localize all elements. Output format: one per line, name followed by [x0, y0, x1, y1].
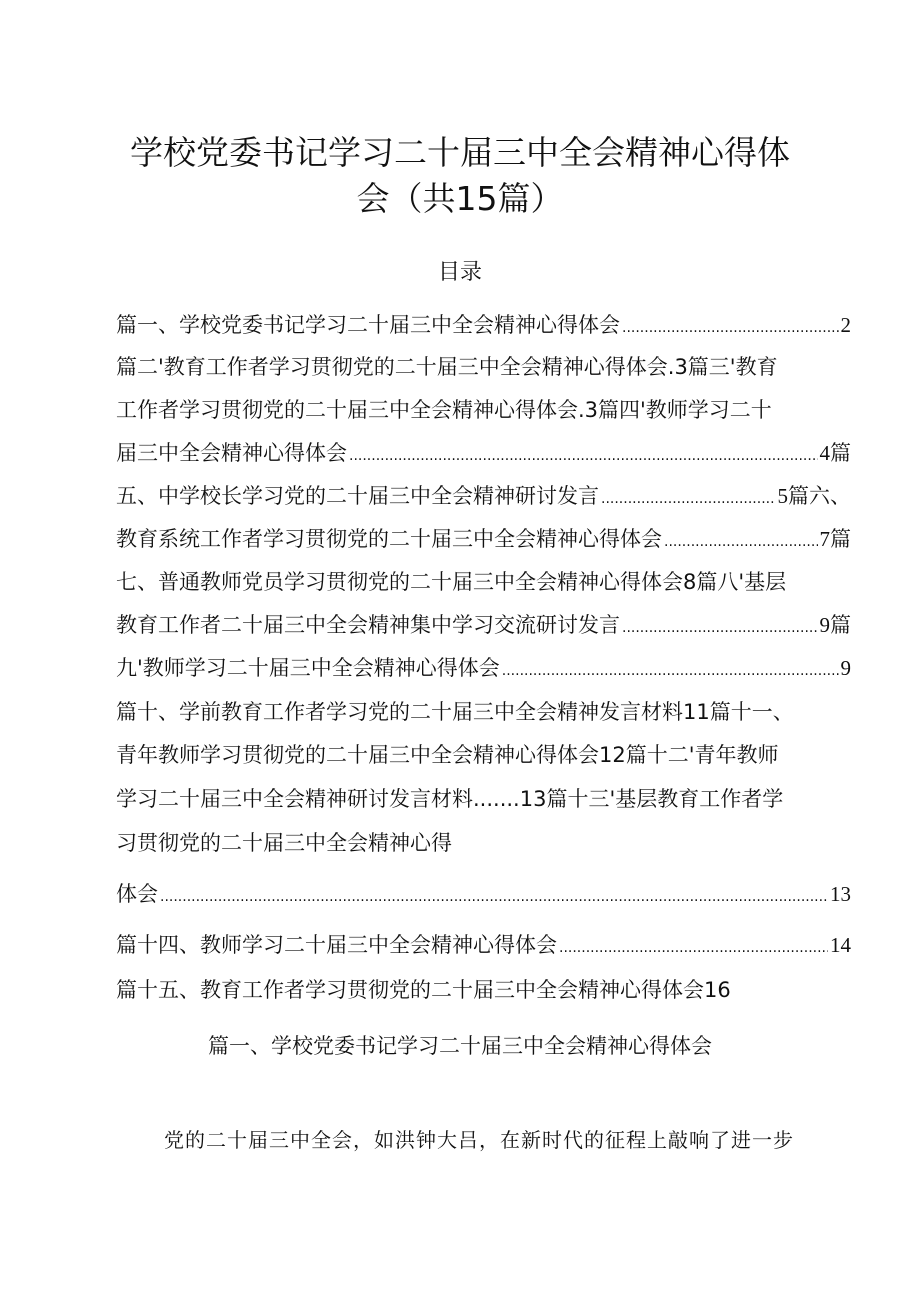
toc-line[interactable]: 习贯彻党的二十届三中全会精神心得 — [116, 831, 452, 855]
toc-leader-dots — [622, 613, 818, 643]
document-title-line-1: 学校党委书记学习二十届三中全会精神心得体 — [130, 133, 790, 172]
toc-entry-text: 教育工作者二十届三中全会精神集中学习交流研讨发言 — [116, 613, 620, 637]
document-title-line-2: 会（共15篇） — [356, 179, 564, 218]
toc-leader-dots — [502, 656, 839, 686]
body-paragraph-line: 党的二十届三中全会，如洪钟大吕，在新时代的征程上敲响了进一步 — [164, 1128, 794, 1152]
toc-line[interactable] — [116, 879, 851, 912]
toc-entry-text: 篇十四、教师学习二十届三中全会精神心得体会 — [116, 933, 557, 957]
toc-leader-dots — [601, 484, 776, 514]
toc-line[interactable] — [116, 930, 851, 963]
toc-leader-dots — [160, 882, 828, 912]
toc-line[interactable]: 篇十五、教育工作者学习贯彻党的二十届三中全会精神心得体会16 — [116, 978, 731, 1002]
toc-entry-text: 篇一、学校党委书记学习二十届三中全会精神心得体会 — [116, 313, 620, 337]
toc-leader-dots — [559, 933, 828, 963]
toc-leader-dots — [349, 441, 818, 471]
toc-leader-dots — [622, 313, 839, 343]
toc-entry-text: 九'教师学习二十届三中全会精神心得体会 — [116, 656, 500, 680]
toc-entry-text: 届三中全会精神心得体会 — [116, 441, 347, 465]
toc-entry-text: 教育系统工作者学习贯彻党的二十届三中全会精神心得体会 — [116, 527, 662, 551]
toc-page-number: 9篇 — [819, 613, 851, 637]
toc-line[interactable] — [116, 524, 851, 557]
toc-heading: 目录 — [437, 260, 482, 285]
toc-line[interactable]: 七、普通教师党员学习贯彻党的二十届三中全会精神心得体会8篇八'基层 — [116, 570, 787, 594]
toc-line[interactable]: 学习二十届三中全会精神研讨发言材料.......13篇十三'基层教育工作者学 — [116, 787, 784, 811]
toc-line[interactable]: 青年教师学习贯彻党的二十届三中全会精神心得体会12篇十二'青年教师 — [116, 743, 779, 767]
toc-line[interactable] — [116, 610, 851, 643]
toc-page-number: 13 — [830, 882, 851, 906]
toc-line[interactable] — [116, 481, 851, 514]
toc-page-number: 5篇六、 — [777, 484, 851, 508]
toc-page-number: 9 — [840, 656, 851, 680]
toc-line[interactable] — [116, 438, 851, 471]
toc-line[interactable] — [116, 310, 851, 343]
toc-page-number: 14 — [830, 933, 851, 957]
toc-page-number: 2 — [840, 313, 851, 337]
toc-entry-text: 五、中学校长学习党的二十届三中全会精神研讨发言 — [116, 484, 599, 508]
toc-line[interactable]: 工作者学习贯彻党的二十届三中全会精神心得体会.3篇四'教师学习二十 — [116, 398, 772, 422]
toc-page-number: 4篇 — [819, 441, 851, 465]
toc-leader-dots — [664, 527, 818, 557]
toc-page-number: 7篇 — [819, 527, 851, 551]
section-heading: 篇一、学校党委书记学习二十届三中全会精神心得体会 — [208, 1034, 712, 1058]
toc-line[interactable] — [116, 653, 851, 686]
toc-entry-text: 体会 — [116, 882, 158, 906]
toc-line[interactable]: 篇十、学前教育工作者学习党的二十届三中全会精神发言材料11篇十一、 — [116, 700, 794, 724]
toc-line[interactable]: 篇二'教育工作者学习贯彻党的二十届三中全会精神心得体会.3篇三'教育 — [116, 355, 778, 379]
